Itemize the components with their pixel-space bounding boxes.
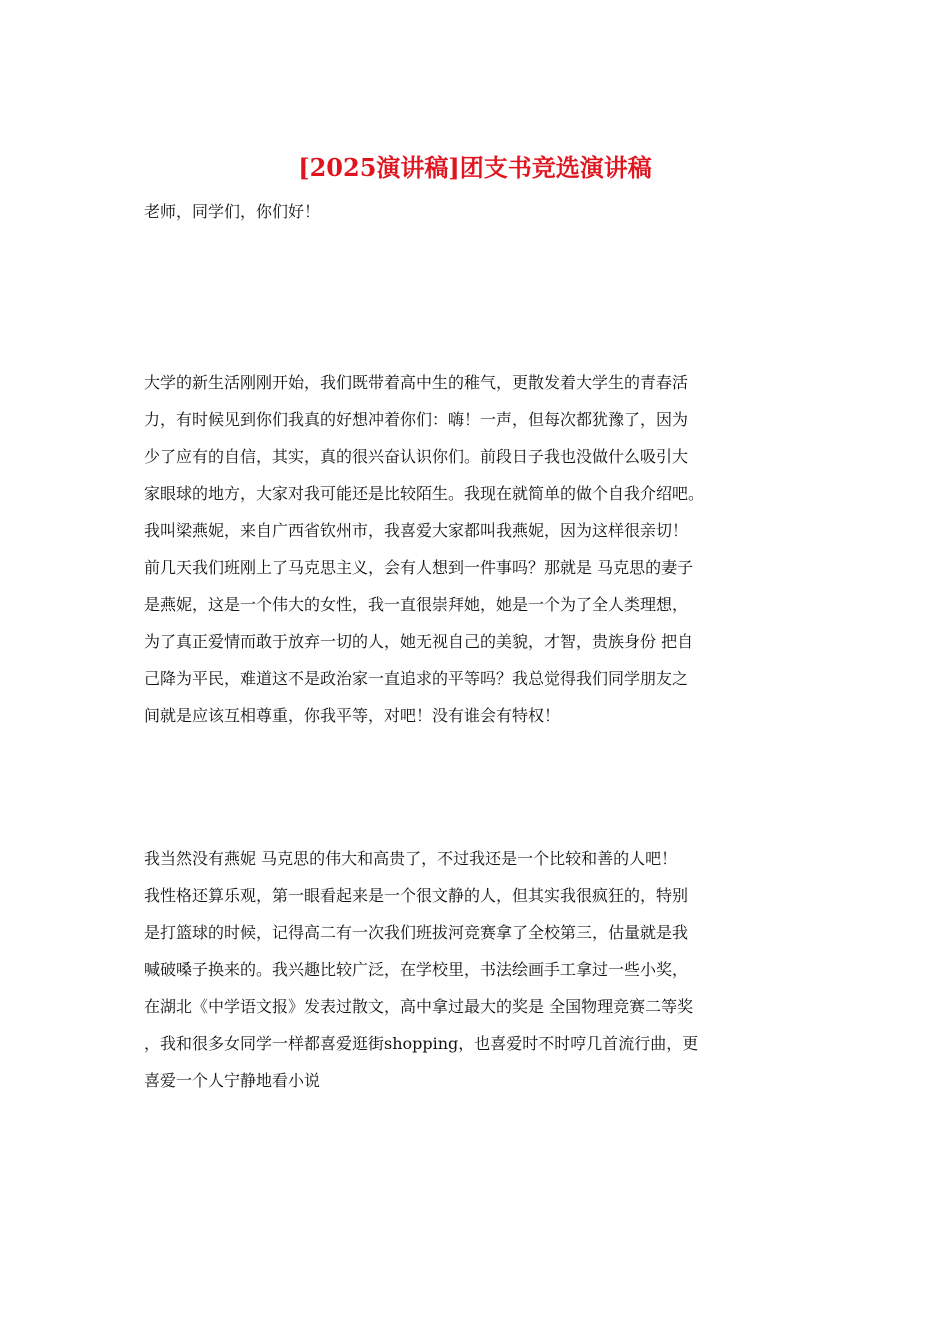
text-line: 为了真正爱情而敢于放弃一切的人，她无视自己的美貌，才智，贵族身份 把自 bbox=[144, 632, 694, 651]
text-line: 间就是应该互相尊重，你我平等，对吧！没有谁会有特权！ bbox=[144, 706, 561, 725]
text-line: 我当然没有燕妮 马克思的伟大和高贵了，不过我还是一个比较和善的人吧！ bbox=[144, 849, 678, 868]
text-line: 少了应有的自信，其实，真的很兴奋认识你们。前段日子我也没做什么吸引大 bbox=[144, 447, 689, 466]
text-line: 己降为平民，难道这不是政治家一直追求的平等吗？我总觉得我们同学朋友之 bbox=[144, 669, 689, 688]
text-line: 喜爱一个人宁静地看小说 bbox=[144, 1071, 321, 1090]
document-title: [2025演讲稿]团支书竞选演讲稿 bbox=[298, 153, 652, 182]
text-line: 喊破嗓子换来的。我兴趣比较广泛，在学校里，书法绘画手工拿过一些小奖， bbox=[144, 960, 689, 979]
text-line: 前几天我们班刚上了马克思主义，会有人想到一件事吗？那就是 马克思的妻子 bbox=[144, 558, 694, 577]
greeting-text: 老师，同学们，你们好！ bbox=[144, 202, 321, 221]
text-line: 是燕妮，这是一个伟大的女性，我一直很崇拜她，她是一个为了全人类理想， bbox=[144, 595, 689, 614]
text-line: 我性格还算乐观，第一眼看起来是一个很文静的人，但其实我很疯狂的，特别 bbox=[144, 886, 689, 905]
text-line: 大学的新生活刚刚开始，我们既带着高中生的稚气，更散发着大学生的青春活 bbox=[144, 373, 689, 392]
text-line: 在湖北《中学语文报》发表过散文，高中拿过最大的奖是 全国物理竞赛二等奖 bbox=[144, 997, 694, 1016]
text-line: 我叫梁燕妮，来自广西省钦州市，我喜爱大家都叫我燕妮，因为这样很亲切！ bbox=[144, 521, 689, 540]
text-line: 是打篮球的时候，记得高二有一次我们班拔河竞赛拿了全校第三，估量就是我 bbox=[144, 923, 689, 942]
paragraph-intro bbox=[144, 364, 824, 734]
paragraph-personality bbox=[144, 840, 824, 1099]
text-line: 家眼球的地方，大家对我可能还是比较陌生。我现在就简单的做个自我介绍吧。 bbox=[144, 484, 705, 503]
text-line: ，我和很多女同学一样都喜爱逛街shopping，也喜爱时不时哼几首流行曲，更 bbox=[144, 1034, 699, 1053]
text-line: 力，有时候见到你们我真的好想冲着你们：嗨！一声，但每次都犹豫了，因为 bbox=[144, 410, 689, 429]
